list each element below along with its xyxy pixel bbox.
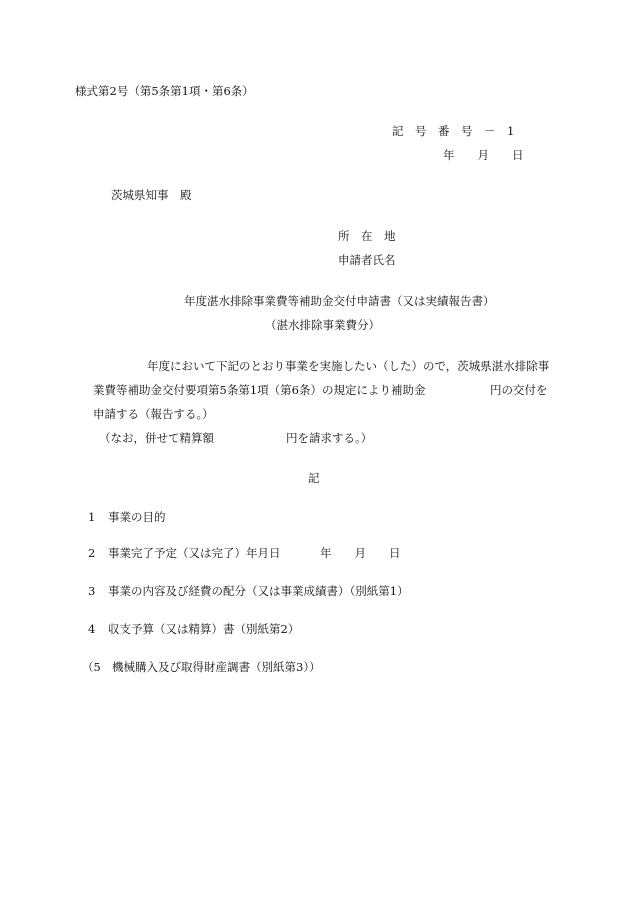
list-item-number: 2 [88,546,96,560]
body-line-2b: 円の交付を [490,383,548,397]
body-line-3: 申請する（報告する。） [93,407,214,421]
list-item-number: 1 [88,510,96,524]
list-item-text: 機械購入及び取得財産調書（別紙第3）） [112,660,321,674]
body-line-4b: 円を請求する。） [286,431,373,445]
form-number: 様式第2号（第5条第1項・第6条） [75,84,254,98]
record-number: 記 号 番 号 － 1 [392,124,515,138]
list-item-number: （5 [82,660,101,674]
address-label: 所 在 地 [338,229,396,243]
list-item-number: 3 [88,584,96,598]
list-item-text: 事業の目的 [108,510,166,524]
list-item-text: 収支予算（又は精算）書（別紙第2） [108,622,300,636]
ki-heading: 記 [308,471,320,485]
addressee: 茨城県知事 殿 [111,188,192,202]
document-title: 年度湛水排除事業費等補助金交付申請書（又は実績報告書） [184,294,495,308]
list-item-number: 4 [88,622,96,636]
body-line-2a: 業費等補助金交付要項第5条第1項（第6条）の規定により補助金 [93,383,426,397]
list-item-text: 事業の内容及び経費の配分（又は事業成績書）（別紙第1） [108,584,409,598]
list-item-text: 事業完了予定（又は完了）年月日 [108,546,281,560]
body-line-4a: （なお，併せて精算額 [99,431,214,445]
body-line-1: 年度において下記のとおり事業を実施したい（した）ので，茨城県湛水排除事 [147,359,550,373]
completion-date: 年 月 日 [320,546,401,560]
document-subtitle: （湛水排除事業費分） [265,318,380,332]
applicant-name-label: 申請者氏名 [338,253,396,267]
date-line: 年 月 日 [443,148,524,162]
